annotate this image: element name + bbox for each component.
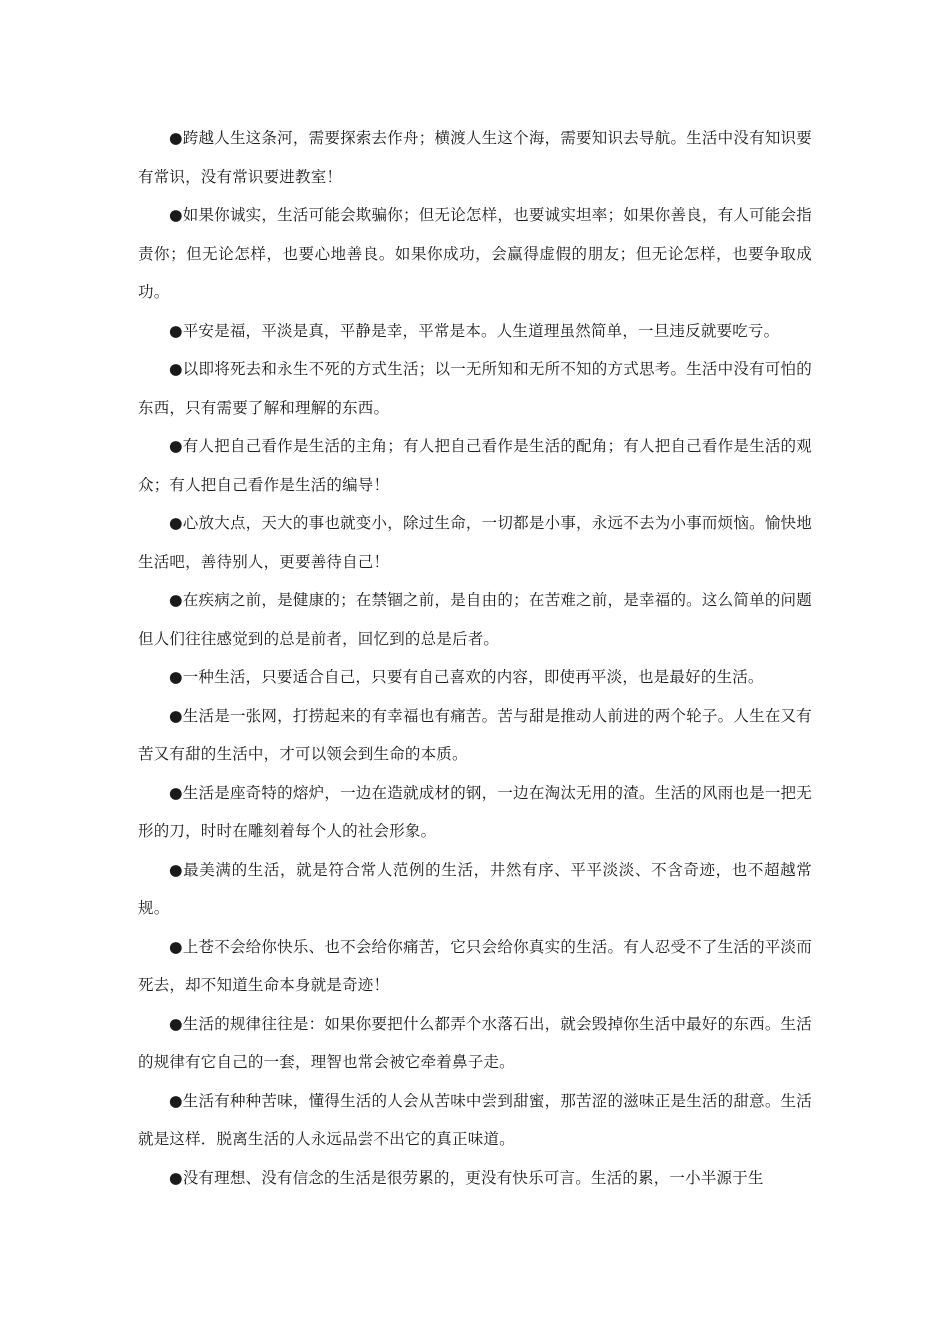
paragraph: ●生活有种种苦味，懂得生活的人会从苦味中尝到甜蜜，那苦涩的滋味正是生活的甜意。生活就是这样．脱离生活的人永远品尝不出它的真正味道。 <box>138 1091 812 1148</box>
paragraph: ●上苍不会给你快乐、也不会给你痛苦，它只会给你真实的生活。有人忍受不了生活的平淡而死去，却不知道生命本身就是奇迹！ <box>138 937 812 994</box>
paragraph: ●跨越人生这条河，需要探索去作舟；横渡人生这个海，需要知识去导航。生活中没有知识要有常识，没有常识要进教室！ <box>138 129 812 186</box>
paragraph: ●有人把自己看作是生活的主角；有人把自己看作是生活的配角；有人把自己看作是生活的观众；有人把自己看作是生活的编导！ <box>138 437 812 494</box>
paragraph: ●以即将死去和永生不死的方式生活；以一无所知和无所不知的方式思考。生活中没有可怕的东西，只有需要了解和理解的东西。 <box>138 360 812 417</box>
paragraph: ●如果你诚实，生活可能会欺骗你；但无论怎样，也要诚实坦率；如果你善良，有人可能会指责你；但无论怎样，也要心地善良。如果你成功，会赢得虚假的朋友；但无论怎样，也要争取成功。 <box>138 206 812 301</box>
paragraph: ●生活是一张网，打捞起来的有幸福也有痛苦。苦与甜是推动人前进的两个轮子。人生在又有苦又有甜的生活中，才可以领会到生命的本质。 <box>138 706 812 763</box>
paragraph: ●生活的规律往往是：如果你要把什么都弄个水落石出，就会毁掉你生活中最好的东西。生活的规律有它自己的一套，理智也常会被它牵着鼻子走。 <box>138 1014 812 1071</box>
paragraph: ●心放大点，天大的事也就变小，除过生命，一切都是小事，永远不去为小事而烦恼。愉快地生活吧，善待别人，更要善待自己！ <box>138 514 812 571</box>
paragraph: ●平安是福，平淡是真，平静是幸，平常是本。人生道理虽然简单，一旦违反就要吃亏。 <box>169 321 780 340</box>
paragraph: ●生活是座奇特的熔炉，一边在造就成材的钢，一边在淘汰无用的渣。生活的风雨也是一把无形的刀，时时在雕刻着每个人的社会形象。 <box>138 783 812 840</box>
paragraph: ●最美满的生活，就是符合常人范例的生活，井然有序、平平淡淡、不含奇迹，也不超越常规。 <box>138 860 812 917</box>
paragraph: ●在疾病之前，是健康的；在禁锢之前，是自由的；在苦难之前，是幸福的。这么简单的问题但人们往往感觉到的总是前者，回忆到的总是后者。 <box>138 591 812 648</box>
paragraph: ●一种生活，只要适合自己，只要有自己喜欢的内容，即使再平淡，也是最好的生活。 <box>169 668 764 686</box>
paragraph: ●没有理想、没有信念的生活是很劳累的，更没有快乐可言。生活的累，一小半源于生 <box>169 1168 764 1187</box>
